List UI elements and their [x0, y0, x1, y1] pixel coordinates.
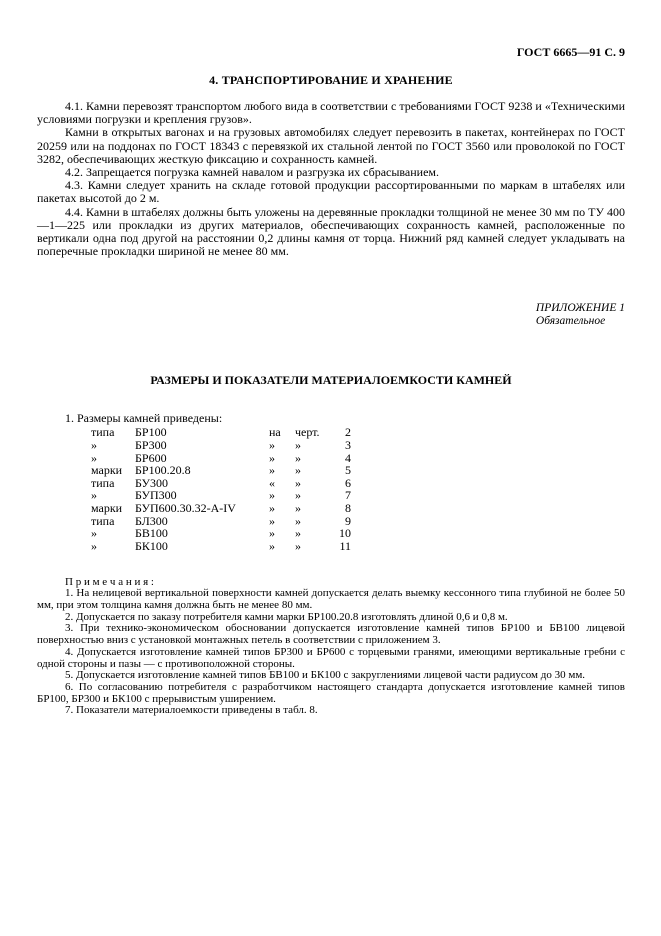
row-kind: марки [91, 501, 123, 515]
row-fig-num: 11 [339, 538, 351, 553]
paragraph: Камни в открытых вагонах и на грузовых автомобилях следует перевозить в пакетах, контейнерах по ГОСТ 20259 или на поддонах по ГОСТ 18343 с перевязкой их стальной лентой по ГОСТ 3560 или проволокой по ГОСТ 3282, обеспечивающих жесткую фиксацию и сохранность камней. [37, 125, 625, 166]
row-fig-num: 10 [339, 526, 351, 541]
sizes-list [91, 426, 625, 552]
row-fig-num: 8 [345, 501, 351, 515]
row-fig-num: 5 [345, 463, 351, 478]
row-ref2: » [295, 438, 301, 453]
page-header-gost-number: ГОСТ 6665—91 С. 9 [516, 45, 625, 59]
row-ref2: » [295, 475, 301, 490]
row-ref1: » [269, 526, 275, 541]
section-title: 4. ТРАНСПОРТИРОВАНИЕ И ХРАНЕНИЕ [209, 73, 453, 87]
row-name: БК100 [135, 538, 168, 553]
notes-heading: П р и м е ч а н и я : [65, 576, 154, 589]
row-name: БР300 [135, 438, 167, 453]
row-ref2: » [295, 501, 301, 515]
row-ref2: » [295, 526, 301, 541]
appendix-type: Обязательное [535, 315, 606, 328]
row-ref1: » [269, 488, 275, 503]
row-name: БР100 [135, 425, 167, 440]
row-kind: типа [91, 475, 115, 490]
row-fig-num: 2 [345, 425, 351, 440]
row-name: БР600 [135, 450, 167, 465]
list-row [91, 527, 625, 540]
row-name: БР100.20.8 [135, 463, 191, 478]
paragraph: 4.3. Камни следует хранить на складе готовой продукции рассортированными по маркам в штабелях или пакетах высотой до 2 м. [37, 178, 625, 206]
row-ref1: на [269, 425, 281, 440]
row-ref2: » [295, 463, 301, 478]
sizes-intro: 1. Размеры камней приведены: [65, 411, 223, 426]
paragraph: 4.1. Камни перевозят транспортом любого вида в соответствии с требованиями ГОСТ 9238 и «Техническими условиями погрузки и крепления грузов». [37, 99, 625, 127]
row-kind: марки [91, 463, 123, 478]
appendix-title: РАЗМЕРЫ И ПОКАЗАТЕЛИ МАТЕРИАЛОЕМКОСТИ КАМНЕЙ [150, 373, 512, 388]
paragraph: 4.2. Запрещается погрузка камней навалом и разгрузка их сбрасыванием. [65, 165, 440, 180]
row-name: БВ100 [135, 526, 168, 541]
list-row [91, 439, 625, 452]
row-kind: » [91, 438, 97, 453]
row-kind: » [91, 450, 97, 465]
row-fig-num: 6 [345, 475, 351, 490]
list-row [91, 426, 625, 439]
row-ref2: » [295, 538, 301, 553]
list-row [91, 540, 625, 553]
section-body [37, 100, 625, 258]
appendix-label: ПРИЛОЖЕНИЕ 1 [535, 302, 625, 315]
row-fig-num: 3 [345, 438, 351, 453]
row-fig-num: 7 [345, 488, 351, 503]
note-item: 6. По согласованию потребителя с разработчиком настоящего стандарта допускается изготовление камней типов БР100, БР300 и БК100 с прерывистым уширением. [37, 681, 625, 705]
row-name: БУП600.30.32-А-IV [135, 501, 236, 515]
row-name: БУ300 [135, 475, 168, 490]
list-row [91, 515, 625, 528]
note-item: 5. Допускается изготовление камней типов БВ100 и БК100 с закруглениями лицевой части радиусом до 30 мм. [65, 669, 586, 682]
row-ref2: черт. [295, 425, 320, 440]
row-kind: » [91, 488, 97, 503]
row-ref1: » [269, 463, 275, 478]
note-item: 3. При технико-экономическом обосновании допускается изготовление камней типов БР100 и БВ100 лицевой поверхностью вниз с установкой монтажных петель в соответствии с приложением 3. [37, 622, 625, 647]
row-ref1: » [269, 438, 275, 453]
note-item: 4. Допускается изготовление камней типов БР300 и БР600 с торцевыми гранями, имеющими вертикальные гребни с одной стороны и пазы — с противоположной стороны. [37, 645, 625, 670]
row-ref2: » [295, 513, 301, 528]
row-name: БЛ300 [135, 513, 168, 528]
row-ref1: « [269, 475, 275, 490]
row-kind: типа [91, 425, 115, 440]
notes-section [37, 588, 625, 717]
note-item: 2. Допускается по заказу потребителя камни марки БР100.20.8 изготовлять длиной 0,6 и 0,8 м. [65, 610, 508, 623]
appendix-marker [37, 302, 625, 329]
row-ref1: » [269, 501, 275, 515]
note-item: 1. На нелицевой вертикальной поверхности камней допускается делать выемку кессонного типа глубиной не более 50 мм, при этом толщина камня должна быть не менее 80 мм. [37, 587, 625, 612]
row-fig-num: 9 [345, 513, 351, 528]
row-ref2: » [295, 488, 301, 503]
row-kind: » [91, 538, 97, 553]
row-name: БУП300 [135, 488, 177, 503]
row-ref1: » [269, 450, 275, 465]
paragraph: 4.4. Камни в штабелях должны быть уложены на деревянные прокладки толщиной не менее 30 мм по ТУ 400—1—225 или прокладки из других материалов, обеспечивающих сохранность камней, расположенные по вертикали одна под другой на расстоянии 0,2 длины камня от торца. Нижний ряд камней следует укладывать на поперечные прокладки шириной не менее 80 мм. [37, 204, 626, 259]
row-fig-num: 4 [345, 450, 351, 465]
row-kind: » [91, 526, 97, 541]
row-ref1: » [269, 538, 275, 553]
list-row [91, 464, 625, 477]
row-kind: типа [91, 513, 115, 528]
list-row [91, 502, 625, 515]
row-ref2: » [295, 450, 301, 465]
note-item: 7. Показатели материалоемкости приведены в табл. 8. [65, 704, 318, 717]
row-ref1: » [269, 513, 275, 528]
